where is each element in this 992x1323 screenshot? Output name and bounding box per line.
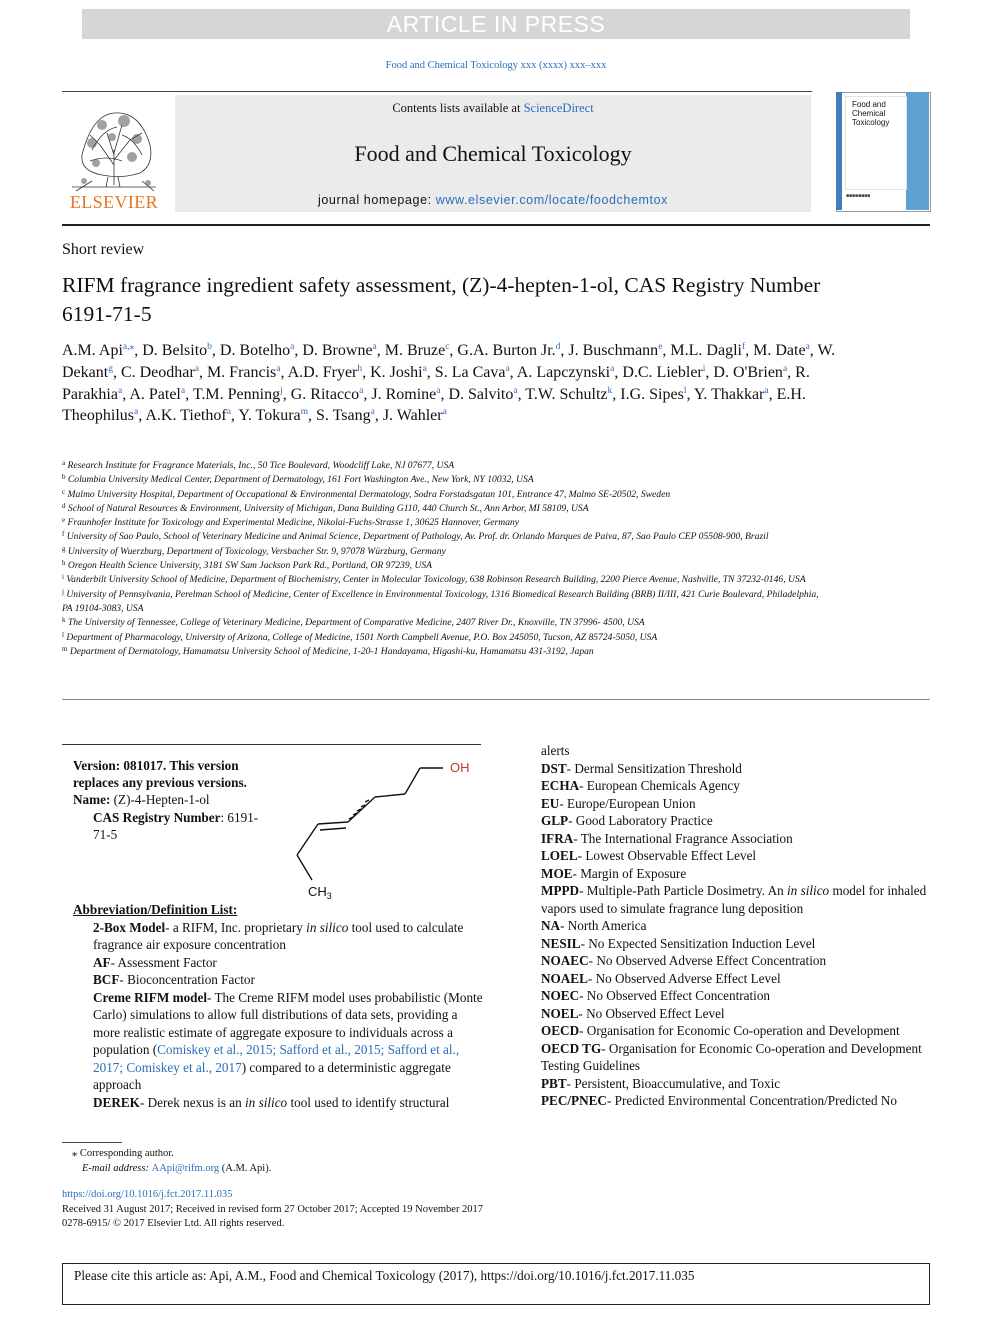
author-name: M. Francis bbox=[206, 363, 277, 381]
author bbox=[145, 407, 231, 424]
abbreviation-entry bbox=[541, 1005, 933, 1023]
abbreviation-definition: - No Observed Adverse Effect Level bbox=[587, 970, 781, 986]
affiliation-marker[interactable]: a bbox=[436, 385, 441, 396]
affiliation-key: e bbox=[62, 516, 66, 525]
author-name: J. Romine bbox=[371, 385, 437, 403]
article-in-press-banner: ARTICLE IN PRESS bbox=[82, 9, 910, 39]
cover-foot-mark: ■■■■■■■■ bbox=[846, 193, 871, 199]
affiliation-text: Vanderbilt University School of Medicine, Department of Biochemistry, Center in Molecular Toxicology, 638 Robinson Research Building, 2200 Pierce Avenue, Nashville, TN 37232-0146, USA bbox=[63, 574, 806, 586]
abbreviation-entry bbox=[541, 917, 933, 935]
affiliation-marker[interactable]: a bbox=[276, 363, 281, 374]
email-suffix: (A.M. Api). bbox=[219, 1162, 272, 1174]
abbreviation-entry bbox=[541, 952, 933, 970]
affiliation-marker[interactable]: l bbox=[683, 385, 687, 396]
affiliation-marker[interactable]: a bbox=[194, 363, 199, 374]
affiliation-marker[interactable]: a bbox=[764, 385, 769, 396]
abbreviation-term: 2-Box Model bbox=[93, 919, 166, 935]
affiliation-key: a bbox=[62, 459, 66, 467]
abbreviation-entry bbox=[93, 919, 483, 954]
affiliation-marker[interactable]: f bbox=[741, 342, 746, 352]
copyright-line: 0278-6915/ © 2017 Elsevier Ltd. All rights reserved. bbox=[62, 1218, 285, 1229]
abbreviation-term: NA bbox=[541, 918, 561, 933]
journal-homepage-link[interactable]: www.elsevier.com/locate/foodchemtox bbox=[435, 193, 669, 207]
affiliation bbox=[62, 516, 822, 530]
abbreviation-term: NOAEC bbox=[541, 953, 589, 968]
affiliation bbox=[62, 502, 822, 516]
author-name: C. Deodhar bbox=[120, 363, 195, 381]
bond-c2 bbox=[405, 768, 420, 794]
abbreviation-term: DEREK bbox=[93, 1094, 140, 1110]
abbreviation-definition: - Assessment Factor bbox=[110, 954, 217, 970]
affiliation bbox=[62, 631, 822, 645]
publisher-wordmark: ELSEVIER bbox=[69, 192, 159, 212]
abbreviation-term: ECHA bbox=[541, 778, 580, 793]
abbreviation-term: MPPD bbox=[541, 883, 580, 898]
abbreviation-term: OECD bbox=[541, 1023, 580, 1038]
cover-right-band bbox=[906, 92, 929, 210]
abbreviation-term: PEC/PNEC bbox=[541, 1093, 607, 1108]
affiliation-text: Columbia University Medical Center, Department of Dermatology, 161 Fort Washington Ave., New York, NY 10032, USA bbox=[65, 474, 534, 486]
abbreviation-term: NOEC bbox=[541, 988, 580, 1003]
author-name: W. Dekant bbox=[62, 342, 836, 381]
abbreviation-term: NESIL bbox=[541, 935, 581, 951]
article-title: RIFM fragrance ingredient safety assessment, (Z)-4-hepten-1-ol, CAS Registry Number 6191-71-5 bbox=[62, 273, 821, 326]
abbreviation-entry bbox=[541, 1075, 933, 1093]
author-name: R. Parakhia bbox=[62, 363, 810, 403]
affiliation-marker[interactable]: a bbox=[513, 385, 518, 396]
name-value: (Z)-4-Hepten-1-ol bbox=[110, 792, 210, 808]
affiliation bbox=[62, 559, 822, 573]
bond-double-a bbox=[318, 822, 348, 824]
abbreviation-definition: - Margin of Exposure bbox=[572, 865, 687, 881]
contents-prefix: Contents lists available at bbox=[392, 101, 524, 115]
version-box-rule bbox=[62, 744, 481, 745]
abbreviation-term: Creme RIFM model bbox=[93, 989, 208, 1005]
author-name: A. Lapczynski bbox=[516, 363, 611, 381]
affiliation-key: d bbox=[62, 501, 66, 510]
bond-ch3 bbox=[297, 855, 312, 880]
sciencedirect-link[interactable]: ScienceDirect bbox=[523, 101, 594, 115]
abbreviation-definition: - Multiple-Path Particle Dosimetry. An in silico model for inhaled vapors used to simulate fragrance lung deposition bbox=[541, 883, 927, 916]
affiliation-marker[interactable]: a bbox=[370, 407, 375, 418]
affiliation-marker[interactable]: b bbox=[207, 342, 212, 352]
author-name: T.M. Penning bbox=[192, 385, 281, 403]
abbreviation-term: BCF bbox=[93, 972, 120, 987]
affiliation-marker[interactable]: g bbox=[108, 363, 113, 374]
author bbox=[457, 342, 560, 359]
masthead-top-rule bbox=[62, 91, 812, 92]
affiliation-key: j bbox=[62, 587, 64, 596]
affiliation-marker[interactable]: a bbox=[422, 363, 427, 374]
affiliation-marker[interactable]: a bbox=[290, 342, 295, 352]
affiliation-text: School of Natural Resources & Environment, University of Michigan, Dana Building G110, 440 Church St., Ann Arbor, MI 58109, USA bbox=[65, 502, 589, 514]
masthead-bottom-rule bbox=[62, 224, 930, 226]
received-dates: Received 31 August 2017; Received in revised form 27 October 2017; Accepted 19 November 2017 bbox=[62, 1203, 484, 1215]
affiliation-text: University of Sao Paulo, School of Veterinary Medicine and Animal Science, Department of Pathology, Av. Prof. dr. Orlando Marques de Paiva, 87, Sao Paulo CEP 05508-900, Brazil bbox=[64, 531, 769, 543]
author bbox=[371, 386, 440, 403]
author-name: Y. Thakkar bbox=[693, 385, 765, 403]
abbreviation-definition: - No Observed Adverse Effect Concentration bbox=[588, 953, 827, 968]
affiliation bbox=[62, 545, 822, 559]
cover-stripe bbox=[836, 92, 842, 210]
abbreviation-definition: - North America bbox=[560, 918, 647, 933]
abbreviation-entry bbox=[541, 847, 933, 865]
author-name: M.L. Dagli bbox=[670, 342, 742, 359]
affiliation-marker[interactable]: h bbox=[357, 363, 363, 374]
affiliation-key: i bbox=[62, 573, 64, 582]
abbreviation-term: OECD TG bbox=[541, 1040, 602, 1056]
author-name: A.K. Tiethof bbox=[145, 407, 227, 425]
author-name: D. Belsito bbox=[142, 342, 208, 359]
affiliation-marker[interactable]: e bbox=[658, 342, 663, 352]
abbreviation-definition: - Persistent, Bioaccumulative, and Toxic bbox=[566, 1075, 781, 1091]
author-name: J. Buschmann bbox=[568, 342, 659, 359]
author bbox=[291, 386, 364, 403]
author-name: E.H. Theophilus bbox=[62, 385, 806, 425]
abbreviation-definition: - Europe/European Union bbox=[559, 795, 696, 811]
bond-c4-wavy bbox=[348, 797, 375, 822]
affiliation-marker[interactable]: a bbox=[134, 407, 139, 418]
affiliation bbox=[62, 645, 822, 659]
abbreviation-definition: - No Observed Effect Level bbox=[578, 1005, 725, 1021]
author-name: M. Bruze bbox=[384, 342, 446, 359]
abbreviation-definition: - Predicted Environmental Concentration/Predicted No bbox=[606, 1093, 897, 1108]
author-name: I.G. Sipes bbox=[620, 385, 684, 403]
author-name: A.D. Fryer bbox=[287, 363, 358, 381]
cas-value: : 6191-71-5 bbox=[93, 809, 259, 842]
author bbox=[302, 342, 376, 359]
abbreviation-entry bbox=[541, 795, 933, 813]
author bbox=[193, 386, 283, 403]
abbreviation-term: LOEL bbox=[541, 848, 578, 863]
affiliation-marker[interactable]: c bbox=[445, 342, 450, 352]
author bbox=[129, 386, 185, 403]
affiliation-text: Fraunhofer Institute for Toxicology and Experimental Medicine, Nikolai-Fuchs-Strasse 1, 30625 Hannover, Germany bbox=[65, 517, 520, 529]
bond-double-b bbox=[320, 828, 346, 830]
author bbox=[383, 407, 447, 424]
author bbox=[670, 342, 745, 359]
abbreviation-entry bbox=[541, 777, 933, 795]
publication-info bbox=[62, 1188, 662, 1232]
abbreviation-entry bbox=[541, 935, 933, 953]
version-label: Version: 081017. This version replaces any previous versions. bbox=[73, 758, 247, 791]
abbreviation-term: GLP bbox=[541, 813, 569, 828]
bond-c3 bbox=[375, 794, 405, 797]
abbreviation-entry bbox=[541, 812, 933, 830]
molecule-structure-diagram bbox=[285, 752, 475, 907]
email-note bbox=[62, 1162, 562, 1177]
abbreviation-definition: - No Observed Effect Concentration bbox=[579, 988, 771, 1003]
affiliation-text: The University of Tennessee, College of Veterinary Medicine, Department of Comparative Medicine, 2407 River Dr., Knoxville, TN 37996- 4500, USA bbox=[65, 617, 645, 629]
affiliation-list bbox=[62, 459, 822, 659]
author-name: D. O'Brien bbox=[713, 363, 783, 381]
affiliation-marker[interactable]: a,⁎ bbox=[122, 342, 135, 352]
email-label: E-mail address: bbox=[82, 1162, 152, 1174]
affiliation-marker[interactable]: j bbox=[280, 385, 283, 396]
cas-number bbox=[73, 809, 273, 843]
abbreviation-heading: Abbreviation/Definition List: bbox=[73, 902, 238, 917]
author bbox=[121, 364, 199, 381]
continuation-text: alerts bbox=[541, 743, 570, 758]
affiliation-text: Department of Dermatology, Hamamatsu University School of Medicine, 1-20-1 Handayama, Higashi-ku, Hamamatsu 431-3192, Japan bbox=[67, 645, 594, 657]
abbreviation-definition: - Lowest Observable Effect Level bbox=[577, 848, 757, 863]
abbreviation-entry bbox=[541, 1022, 933, 1040]
affiliation bbox=[62, 588, 822, 617]
affiliation-key: h bbox=[62, 559, 66, 568]
author bbox=[316, 407, 375, 424]
author-name: M. Date bbox=[753, 342, 806, 359]
abbreviation-term: NOAEL bbox=[541, 970, 588, 986]
affiliation-marker[interactable]: a bbox=[442, 407, 447, 418]
affiliation bbox=[62, 616, 822, 630]
article-type: Short review bbox=[62, 241, 145, 258]
affiliation-marker[interactable]: m bbox=[300, 407, 309, 418]
author-name: S. Tsang bbox=[316, 407, 371, 425]
author bbox=[525, 386, 612, 403]
journal-reference-link[interactable]: Food and Chemical Toxicology xxx (xxxx) xxx–xxx bbox=[385, 60, 607, 71]
cas-label: CAS Registry Number bbox=[93, 809, 221, 825]
affiliation-key: f bbox=[62, 530, 65, 539]
affiliation-marker[interactable]: a bbox=[359, 385, 364, 396]
abbreviation-entry bbox=[93, 1094, 483, 1112]
abbreviation-definition: - a RIFM, Inc. proprietary in silico tool used to calculate fragrance air exposure concentration bbox=[93, 919, 464, 952]
hydroxyl-label: OH bbox=[450, 760, 470, 775]
abbreviation-entry bbox=[541, 760, 933, 778]
contents-available-line bbox=[175, 101, 811, 116]
author-name: K. Joshi bbox=[370, 363, 423, 381]
affiliation-marker[interactable]: a bbox=[226, 407, 231, 418]
author-name: D. Salvito bbox=[448, 385, 514, 403]
homepage-prefix: journal homepage: bbox=[317, 193, 436, 207]
author bbox=[622, 364, 705, 381]
abbreviation-entry bbox=[93, 971, 483, 989]
author bbox=[207, 364, 281, 381]
author bbox=[288, 364, 363, 381]
affiliation-marker[interactable]: a bbox=[610, 363, 615, 374]
affiliation-marker[interactable]: a bbox=[180, 385, 186, 396]
author bbox=[713, 364, 787, 381]
abbreviation-term: MOE bbox=[541, 865, 573, 881]
abbreviation-entry bbox=[93, 989, 483, 1094]
footnotes bbox=[62, 1147, 562, 1176]
affiliations-rule bbox=[62, 699, 930, 700]
author-name: G.A. Burton Jr. bbox=[457, 342, 556, 359]
author-name: Y. Tokura bbox=[238, 407, 301, 425]
author bbox=[370, 364, 427, 381]
abbreviation-entry bbox=[541, 970, 933, 988]
affiliation-marker[interactable]: k bbox=[607, 385, 613, 396]
abbreviation-entry bbox=[541, 987, 933, 1005]
author bbox=[385, 342, 450, 359]
abbreviation-entry bbox=[541, 882, 933, 917]
abbreviation-definition: - The International Fragrance Association bbox=[573, 830, 793, 846]
author-name: A. Patel bbox=[129, 385, 181, 403]
author-name: J. Wahler bbox=[382, 407, 443, 425]
author-name: G. Ritacco bbox=[290, 385, 360, 403]
abbreviation-definition: - No Expected Sensitization Induction Level bbox=[580, 935, 816, 951]
author bbox=[694, 386, 769, 403]
abbreviation-entry bbox=[541, 1040, 933, 1075]
affiliation-marker[interactable]: d bbox=[555, 342, 561, 352]
abbreviation-definition: - Derek nexus is an in silico tool used to identify structural bbox=[139, 1094, 450, 1110]
abbreviation-definition: - Good Laboratory Practice bbox=[568, 813, 713, 828]
abbreviation-entries-left bbox=[73, 919, 483, 1112]
abbreviation-term: PBT bbox=[541, 1075, 567, 1091]
name-label: Name: bbox=[73, 792, 111, 808]
abbreviation-entry bbox=[541, 865, 933, 883]
abbreviation-entry bbox=[541, 1092, 933, 1110]
abbreviation-term: EU bbox=[541, 795, 560, 811]
author bbox=[620, 386, 686, 403]
abbreviation-term: NOEL bbox=[541, 1005, 579, 1021]
author-name: D. Browne bbox=[302, 342, 373, 359]
affiliation-text: Department of Pharmacology, University of Arizona, College of Medicine, 1501 North Campbell Avenue, P.O. Box 245050, Tucson, AZ 85724-5050, USA bbox=[63, 631, 658, 643]
affiliation bbox=[62, 459, 822, 473]
journal-homepage-line bbox=[175, 193, 811, 207]
affiliation bbox=[62, 530, 822, 544]
author bbox=[220, 342, 294, 359]
affiliation-text: University of Wuerzburg, Department of Toxicology, Versbacher Str. 9, 97078 Würzburg, Germany bbox=[65, 545, 446, 557]
abbreviation-entry bbox=[541, 830, 933, 848]
abbreviation-definition: - Organisation for Economic Co-operation and Development bbox=[579, 1023, 900, 1038]
author bbox=[753, 342, 810, 359]
author-name: A.M. Api bbox=[62, 342, 123, 359]
affiliation-marker[interactable]: a bbox=[505, 363, 510, 374]
bond-c6 bbox=[297, 824, 318, 855]
author bbox=[568, 342, 662, 359]
affiliation-text: Oregon Health Science University, 3181 SW Sam Jackson Park Rd., Portland, OR 97239, USA bbox=[65, 560, 433, 572]
author bbox=[238, 407, 308, 424]
affiliation-marker[interactable]: a bbox=[782, 363, 788, 374]
affiliation-marker[interactable]: a bbox=[117, 385, 123, 396]
abbreviation-definition: - Dermal Sensitization Threshold bbox=[566, 760, 742, 776]
abbreviation-definition: - European Chemicals Agency bbox=[579, 778, 740, 793]
abbreviation-definition: - Organisation for Economic Co-operation and Development Testing Guidelines bbox=[541, 1040, 922, 1073]
author-name: T.W. Schultz bbox=[525, 385, 608, 403]
affiliation-text: University of Pennsylvania, Perelman School of Medicine, Center of Excellence in Environmental Toxicology, 1316 Biomedical Research Building (BRB) II/III, 421 Curie Boulevard, Philadelphia, PA 19104-3083, USA bbox=[62, 588, 819, 614]
affiliation-key: b bbox=[62, 473, 66, 482]
cover-title: Food and Chemical Toxicology bbox=[852, 100, 890, 127]
affiliation bbox=[62, 488, 822, 502]
abbreviation-term: AF bbox=[93, 954, 111, 970]
abbreviation-list-right bbox=[541, 742, 933, 1110]
affiliation-marker[interactable]: a bbox=[372, 342, 377, 352]
abbreviation-definition: - Bioconcentration Factor bbox=[119, 972, 255, 987]
abbreviation-list-left bbox=[73, 901, 483, 1111]
affiliation-key: g bbox=[62, 544, 66, 553]
author-name: D. Botelho bbox=[219, 342, 291, 359]
author-email-link[interactable]: AApi@rifm.org bbox=[151, 1162, 220, 1174]
corresponding-author-note: ⁎ Corresponding author. bbox=[72, 1148, 174, 1159]
methyl-label: $CH_3$ bbox=[308, 884, 332, 901]
compound-name bbox=[73, 791, 273, 808]
abbreviation-entry bbox=[93, 954, 483, 972]
journal-title: Food and Chemical Toxicology bbox=[354, 141, 632, 166]
affiliation-key: c bbox=[62, 487, 66, 496]
author bbox=[62, 342, 134, 359]
version-info bbox=[73, 757, 273, 843]
abbreviation-term: IFRA bbox=[541, 830, 574, 846]
affiliation-marker[interactable]: a bbox=[805, 342, 810, 352]
author bbox=[142, 342, 212, 359]
author bbox=[448, 386, 517, 403]
affiliation-marker[interactable]: i bbox=[702, 363, 706, 374]
affiliation-key: l bbox=[62, 630, 64, 639]
doi-link[interactable]: https://doi.org/10.1016/j.fct.2017.11.035 bbox=[62, 1189, 233, 1200]
author-list: A.M. Api$^{a,⁎}$, D. Belsito$^b$, D. Botelho$^a$, D. Browne$^a$, M. Bruze$^c$, G.A. Burton Jr.$^d$, J. Buschmann$^e$, M.L. Dagli$^f$, M. Date$^a$, W. Dekant$^g$, C. Deodhar$^a$, M. Francis$^a$, A.D. Fryer$^h$, K. Joshi$^a$, S. La Cava$^a$, A. Lapczynski$^a$, D.C. Liebler$^i$, D. O'Brien$^a$, R. Parakhia$^a$, A. Patel$^a$, T.M. Penning$^j$, G. Ritacco$^a$, J. Romine$^a$, D. Salvito$^a$, T.W. Schultz$^k$, I.G. Sipes$^l$, Y. Thakkar$^a$, E.H. Theophilus$^a$, A.K. Tiethof$^a$, Y. Tokura$^m$, S. Tsang$^a$, J. Wahler$^a$ bbox=[62, 342, 836, 425]
author bbox=[435, 364, 510, 381]
affiliation-key: m bbox=[62, 644, 68, 653]
abbreviation-term: DST bbox=[541, 760, 567, 776]
affiliation-text: Malmo University Hospital, Department of Occupational & Environmental Dermatology, Sodra Forstadsgatan 101, Entrance 47, Malmo SE-20502, Sweden bbox=[65, 488, 671, 500]
affiliation bbox=[62, 473, 822, 487]
affiliation bbox=[62, 573, 822, 587]
author bbox=[517, 364, 615, 381]
affiliation-text: Research Institute for Fragrance Materials, Inc., 50 Tice Boulevard, Woodcliff Lake, NJ 07677, USA bbox=[65, 460, 455, 471]
author-name: S. La Cava bbox=[434, 363, 506, 381]
citation-text: Please cite this article as: Api, A.M., Food and Chemical Toxicology (2017), https://doi.org/10.1016/j.fct.2017.11.035 bbox=[74, 1268, 695, 1283]
abbreviation-entries-right bbox=[541, 760, 933, 1110]
abbreviation-definition: - The Creme RIFM model uses probabilistic (Monte Carlo) simulations to allow full distributions of data sets, providing a more realistic estimate of aggregate exposure to individuals across a population (Comiskey et al., 2015; Safford et al., 2015; Safford et al., 2017; Comiskey et al., 2017) compared to a deterministic aggregate approach bbox=[93, 989, 483, 1092]
footnote-rule bbox=[62, 1142, 122, 1143]
affiliation-key: k bbox=[62, 616, 66, 625]
author-name: D.C. Liebler bbox=[622, 363, 703, 381]
